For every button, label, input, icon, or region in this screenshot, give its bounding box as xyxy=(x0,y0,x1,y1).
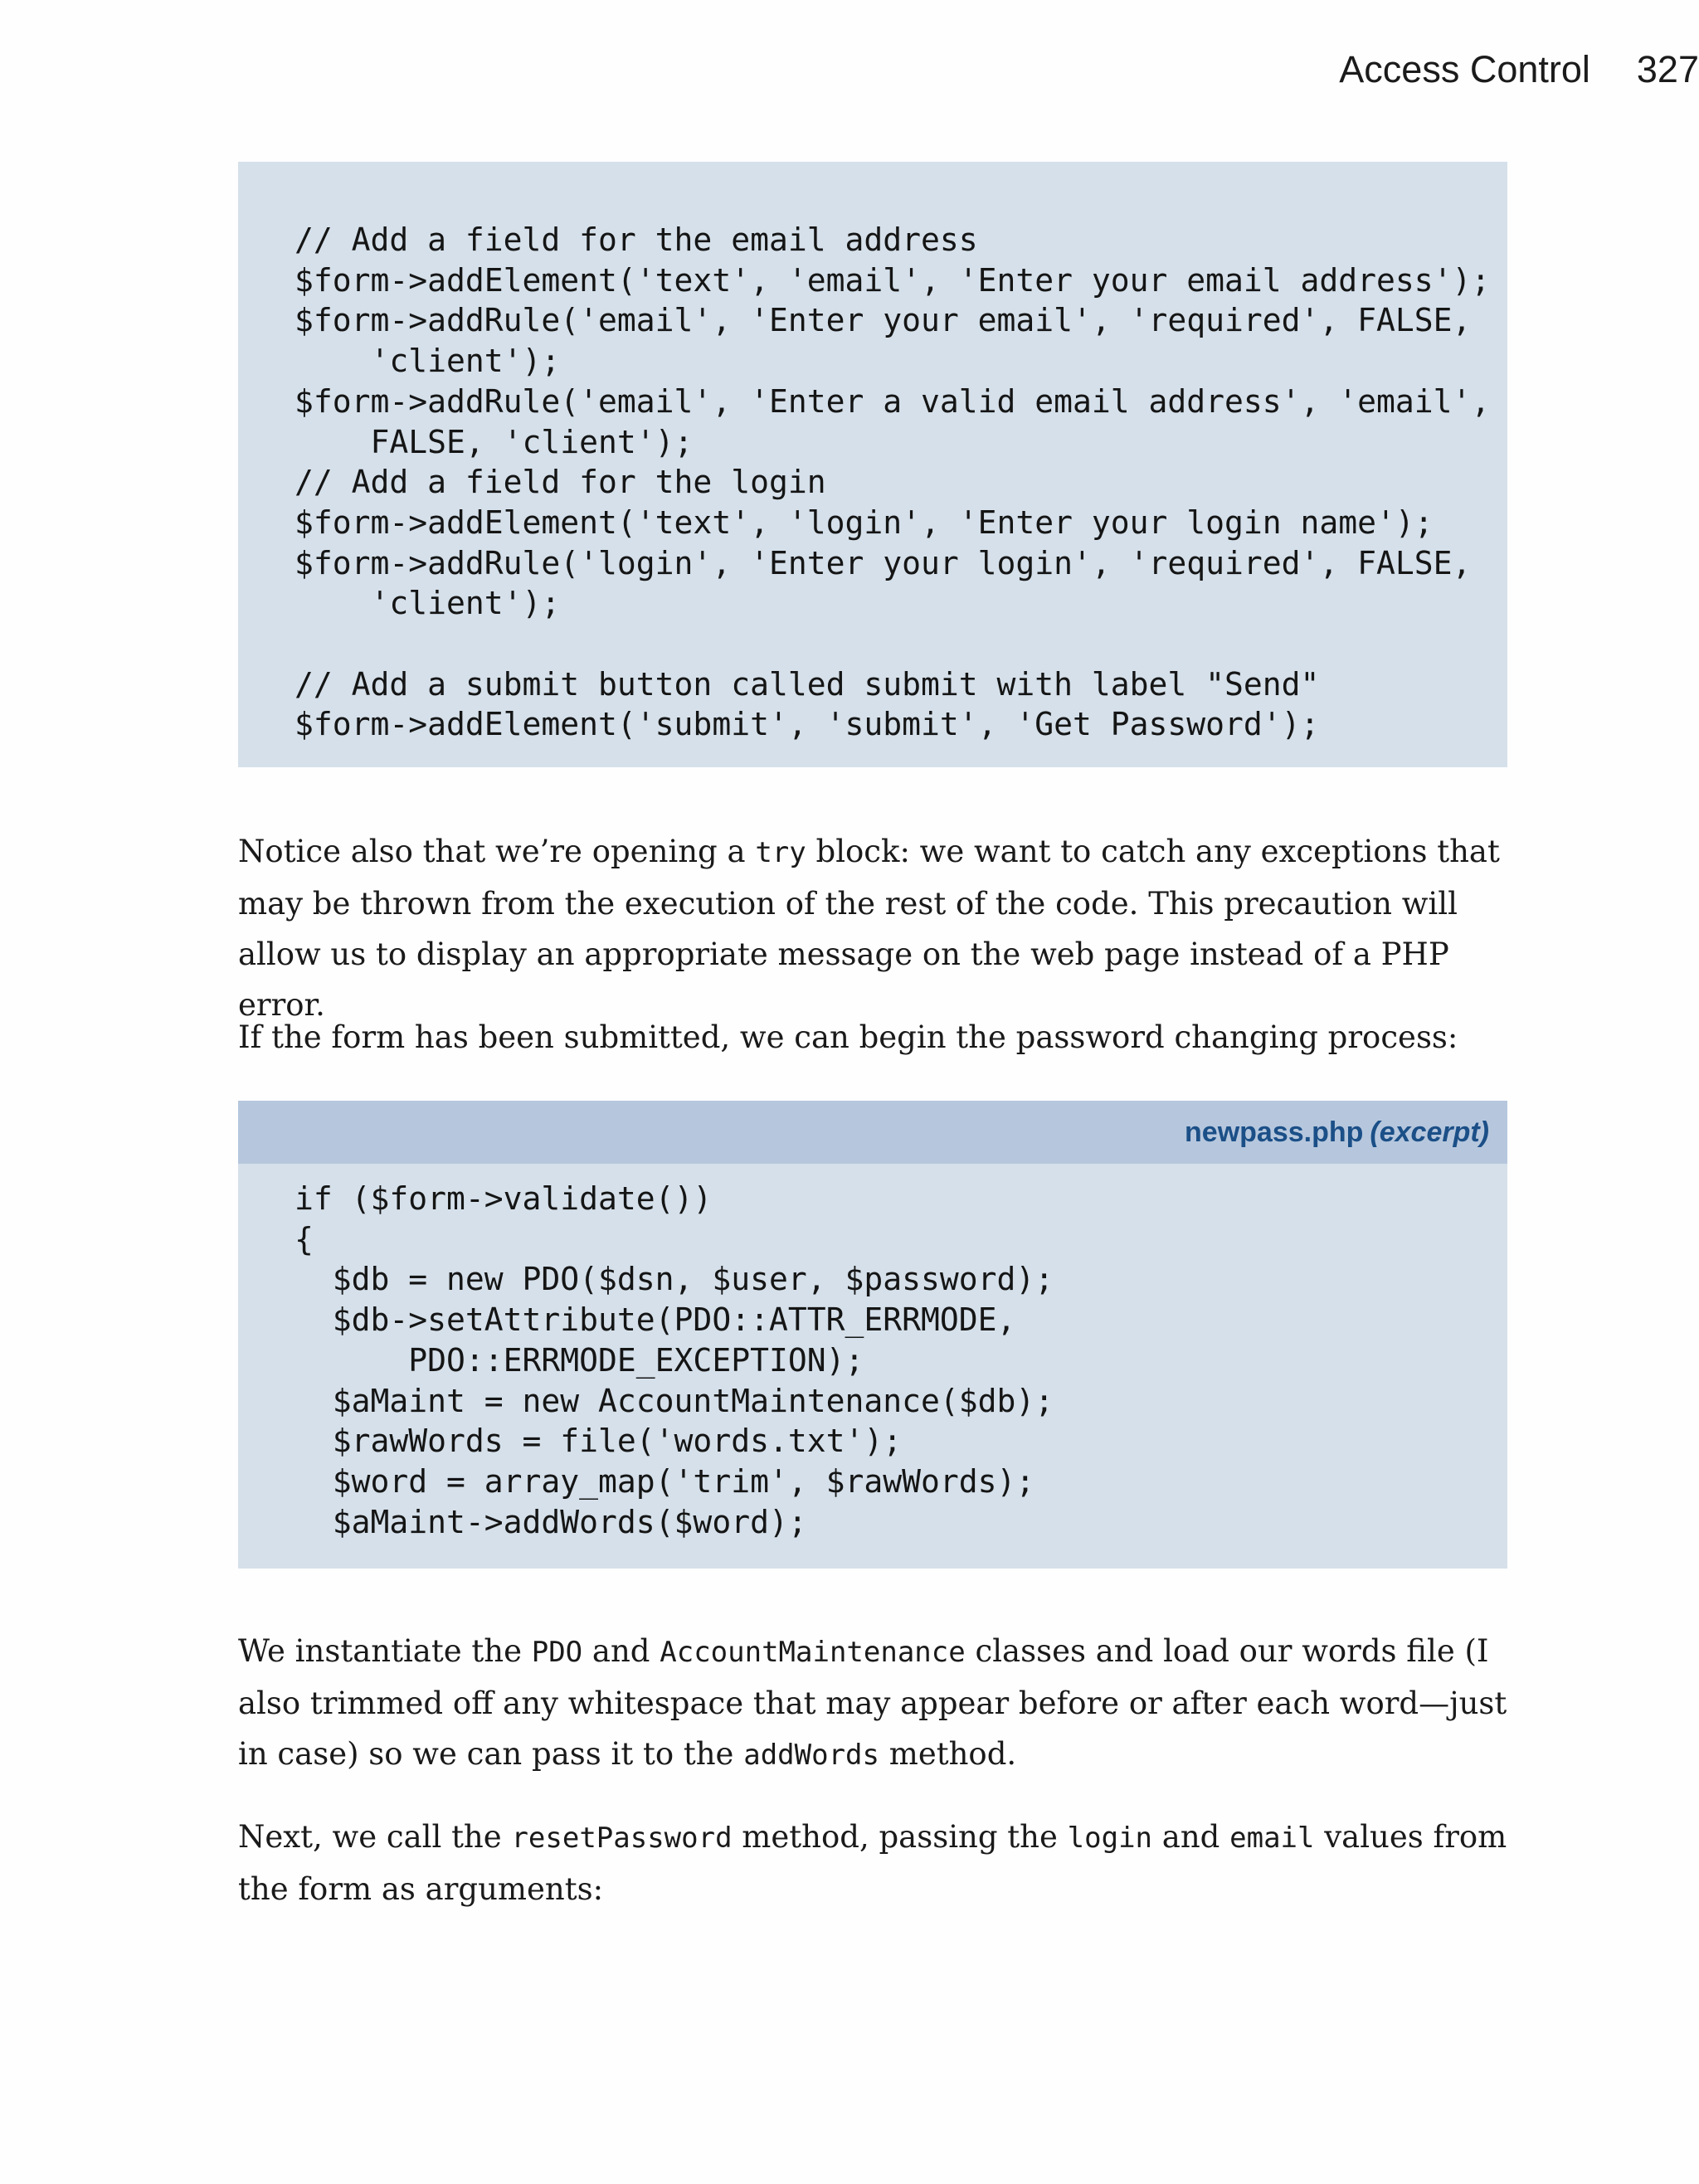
text-run: classes and load our words file (I also trimmed off any whitespace that may appear before or after each word—just in case) so we can pass it to the xyxy=(238,1633,1507,1772)
inline-code-accountmaintenance: AccountMaintenance xyxy=(660,1636,966,1669)
code-caption-note: (excerpt) xyxy=(1370,1116,1489,1148)
paragraph-reset-password xyxy=(238,1812,1507,1914)
text-run: Notice also that we’re opening a xyxy=(238,834,756,869)
code-caption xyxy=(238,1101,1507,1164)
text-run: If the form has been submitted, we can begin the password changing process: xyxy=(238,1019,1458,1055)
paragraph-try-block xyxy=(238,826,1507,1030)
text-run: Next, we call the xyxy=(238,1819,512,1855)
code-listing-newpass xyxy=(238,1101,1507,1569)
text-run: and xyxy=(582,1633,660,1669)
page-number: 327 xyxy=(1636,48,1699,90)
inline-code-email: email xyxy=(1229,1822,1315,1855)
text-run: We instantiate the xyxy=(238,1633,532,1669)
paragraph-instantiate-classes xyxy=(238,1626,1507,1781)
text-run: block: we want to catch any exceptions that may be thrown from the execution of the rest of the code. This precaution will allow us to display an appropriate message on the web page instead of a PHP error. xyxy=(238,834,1500,1023)
running-header xyxy=(81,48,1699,91)
inline-code-try: try xyxy=(755,836,806,869)
code-text: if ($form->validate()) { $db = new PDO($dsn, $user, $password); $db->setAttribute(PDO::ATTR_ERRMODE, PDO::ERRMODE_EXCEPTION); $aMaint = new AccountMaintenance($db); $rawWords = file('words.txt'); $word = array_map('trim', $rawWords); $aMaint->addWords($word); xyxy=(295,1180,1054,1540)
inline-code-resetpassword: resetPassword xyxy=(511,1822,733,1855)
paragraph-form-submitted xyxy=(238,1012,1507,1063)
inline-code-pdo: PDO xyxy=(531,1636,583,1669)
code-text: // Add a field for the email address $form->addElement('text', 'email', 'Enter your email address'); $form->addRule('email', 'Enter your email', 'required', FALSE, 'client'); $form->addRule('email', 'Enter a valid email address', 'email', FALSE, 'client'); // Add a field for the login $form->addElement('text', 'login', 'Enter your login name'); $form->addRule('login', 'Enter your login', 'required', FALSE, 'client'); // Add a submit button called submit with label "Send" $form->addElement('submit', 'submit', 'Get Password'); xyxy=(295,221,1491,743)
inline-code-addwords: addWords xyxy=(743,1739,879,1772)
code-listing-form-fields xyxy=(238,162,1507,767)
text-run: method, passing the xyxy=(732,1819,1068,1855)
text-run: method. xyxy=(879,1736,1017,1772)
inline-code-login: login xyxy=(1067,1822,1153,1855)
section-title: Access Control xyxy=(1339,48,1590,90)
code-filename: newpass.php xyxy=(1185,1116,1364,1148)
text-run: values from the form as arguments: xyxy=(238,1819,1507,1907)
text-run: and xyxy=(1152,1819,1230,1855)
